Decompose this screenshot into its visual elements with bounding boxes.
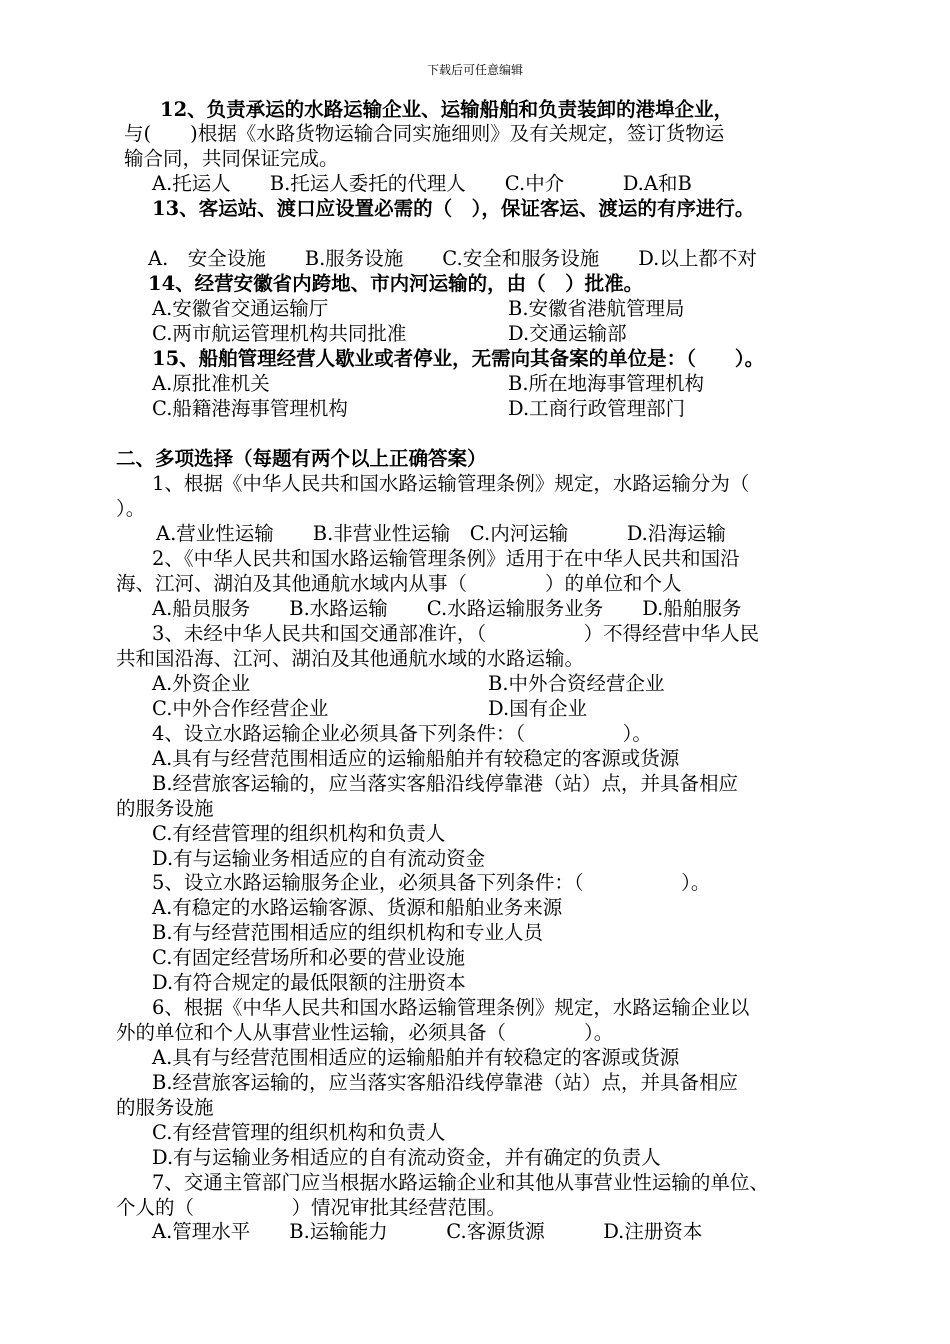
m3-text-line1: 3、未经中华人民共和国交通部准许，（ ）不得经营中华人民 (152, 622, 760, 645)
m3-text-line2: 共和国沿海、江河、湖泊及其他通航水域的水路运输。 (116, 647, 585, 670)
page-header: 下载后可任意编辑 (426, 63, 523, 77)
m2-text-line1: 2、《中华人民共和国水路运输管理条例》适用于在中华人民共和国沿 (152, 547, 740, 570)
m7-text-line1: 7、交通主管部门应当根据水路运输企业和其他从事营业性运输的单位、 (152, 1171, 769, 1194)
m7-text-line2: 个人的（ ）情况审批其经营范围。 (116, 1196, 507, 1219)
q15-option-d: D.工商行政管理部门 (508, 397, 686, 420)
m6-text-line2: 外的单位和个人从事营业性运输，必须具备（ ）。 (116, 1021, 614, 1044)
q15-option-c: C.船籍港海事管理机构 (152, 397, 348, 420)
q14-option-c: C.两市航运管理机构共同批准 (152, 322, 407, 345)
q13-text: 13、客运站、渡口应设置必需的（ ），保证客运、渡运的有序进行。 (152, 197, 755, 220)
m4-option-c: C.有经营管理的组织机构和负责人 (152, 822, 446, 845)
m1-options: A.营业性运输 B.非营业性运输 C.内河运输 D.沿海运输 (156, 522, 726, 545)
m7-options: A.管理水平 B.运输能力 C.客源货源 D.注册资本 (152, 1220, 703, 1243)
m3-option-d: D.国有企业 (488, 697, 588, 720)
m6-option-d: D.有与运输业务相适应的自有流动资金，并有确定的负责人 (152, 1146, 661, 1169)
q14-text: 14、经营安徽省内跨地、市内河运输的，由（ ）批准。 (148, 272, 644, 295)
q12-text-line1: 12、负责承运的水路运输企业、运输船舶和负责装卸的港埠企业， (160, 98, 734, 121)
m2-options: A.船员服务 B.水路运输 C.水路运输服务业务 D.船舶服务 (152, 597, 742, 620)
m6-option-b-line1: B.经营旅客运输的，应当落实客船沿线停靠港（站）点，并具备相应 (152, 1071, 739, 1094)
m6-option-c: C.有经营管理的组织机构和负责人 (152, 1121, 446, 1144)
m3-option-a: A.外资企业 (152, 672, 251, 695)
m2-text-line2: 海、江河、湖泊及其他通航水域内从事（ ）的单位和个人 (116, 572, 682, 595)
q13-options: A. 安全设施 B.服务设施 C.安全和服务设施 D.以上都不对 (148, 247, 757, 270)
q14-option-b: B.安徽省港航管理局 (508, 297, 685, 320)
q15-option-a: A.原批准机关 (152, 372, 270, 395)
m4-option-b-line2: 的服务设施 (116, 797, 214, 820)
m5-option-b: B.有与经营范围相适应的组织机构和专业人员 (152, 921, 544, 944)
q12-text-line3: 输合同，共同保证完成。 (124, 147, 339, 170)
m4-text: 4、设立水路运输企业必须具备下列条件：（ ）。 (152, 722, 652, 745)
section-heading-multiple-choice: 二、多项选择（每题有两个以上正确答案） (116, 447, 487, 470)
m5-text: 5、设立水路运输服务企业，必须具备下列条件：（ ）。 (152, 871, 711, 894)
m1-text-line2: ）。 (116, 497, 146, 520)
q14-option-a: A.安徽省交通运输厅 (152, 297, 329, 320)
m3-option-b: B.中外合资经营企业 (488, 672, 665, 695)
m5-option-d: D.有符合规定的最低限额的注册资本 (152, 971, 466, 994)
m4-option-a: A.具有与经营范围相适应的运输船舶并有较稳定的客源或货源 (152, 747, 680, 770)
m1-text-line1: 1、根据《中华人民共和国水路运输管理条例》规定，水路运输分为（ (152, 472, 750, 495)
m6-option-a: A.具有与经营范围相适应的运输船舶并有较稳定的客源或货源 (152, 1046, 680, 1069)
q15-text: 15、船舶管理经营人歇业或者停业，无需向其备案的单位是：（ ）。 (152, 347, 765, 370)
q12-text-line2: 与( )根据《水路货物运输合同实施细则》及有关规定，签订货物运 (124, 122, 725, 145)
m4-option-d: D.有与运输业务相适应的自有流动资金 (152, 847, 486, 870)
m4-option-b-line1: B.经营旅客运输的，应当落实客船沿线停靠港（站）点，并具备相应 (152, 772, 739, 795)
q14-option-d: D.交通运输部 (508, 322, 627, 345)
m6-option-b-line2: 的服务设施 (116, 1096, 214, 1119)
q12-options: A.托运人 B.托运人委托的代理人 C.中介 D.A和B (152, 172, 692, 195)
m5-option-a: A.有稳定的水路运输客源、货源和船舶业务来源 (152, 896, 563, 919)
m5-option-c: C.有固定经营场所和必要的营业设施 (152, 946, 465, 969)
m6-text-line1: 6、根据《中华人民共和国水路运输管理条例》规定，水路运输企业以 (152, 996, 750, 1019)
q15-option-b: B.所在地海事管理机构 (508, 372, 705, 395)
m3-option-c: C.中外合作经营企业 (152, 697, 329, 720)
